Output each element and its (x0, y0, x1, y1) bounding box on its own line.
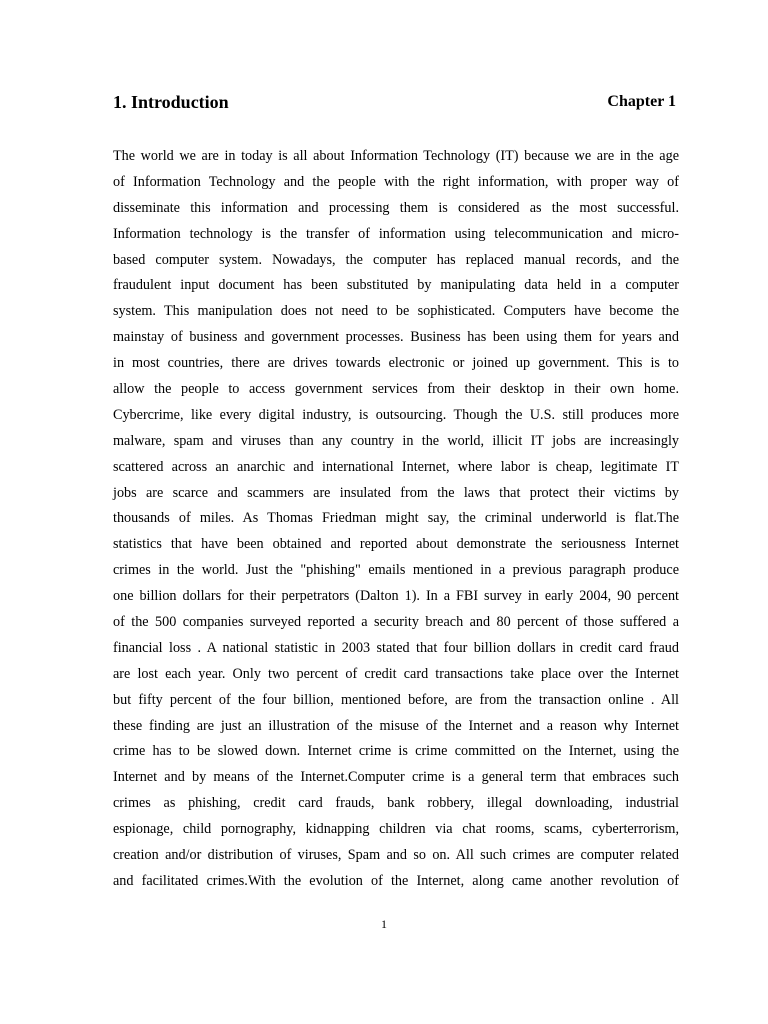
chapter-label: Chapter 1 (607, 93, 676, 110)
text-line: financial loss . A national statistic in 2003 stated that four billion dollars in credit card fraud (113, 639, 679, 656)
text-line: of Information Technology and the people with the right information, with proper way of (113, 173, 679, 190)
text-line: Information technology is the transfer of information using telecommunication and micro- (113, 225, 679, 242)
text-line: The world we are in today is all about Information Technology (IT) because we are in the age (113, 148, 679, 164)
text-line: jobs are scarce and scammers are insulated from the laws that protect their victims by (113, 484, 679, 501)
text-line: disseminate this information and processing them is considered as the most successful. (113, 199, 679, 216)
text-line: allow the people to access government services from their desktop in their own home. (113, 381, 679, 398)
text-line: based computer system. Nowadays, the computer has replaced manual records, and the (113, 251, 679, 268)
page-header (113, 90, 676, 116)
text-line: are lost each year. Only two percent of credit card transactions take place over the Internet (113, 665, 679, 682)
text-line: but fifty percent of the four billion, mentioned before, are from the transaction online . All (113, 691, 679, 708)
text-line: crime has to be slowed down. Internet crime is crime committed on the Internet, using the (113, 743, 679, 760)
text-line: creation and/or distribution of viruses, Spam and so on. All such crimes are computer related (113, 847, 679, 864)
section-title: 1. Introduction (113, 92, 229, 112)
text-line: of the 500 companies surveyed reported a security breach and 80 percent of those suffered a (113, 614, 679, 631)
text-line: crimes in the world. Just the "phishing" emails mentioned in a previous paragraph produce (113, 562, 679, 579)
text-line: Internet and by means of the Internet.Computer crime is a general term that embraces such (113, 769, 679, 786)
text-line: system. This manipulation does not need to be sophisticated. Computers have become the (113, 303, 679, 320)
text-line: in most countries, there are drives towards electronic or joined up government. This is to (113, 355, 679, 372)
text-line: Cybercrime, like every digital industry, is outsourcing. Though the U.S. still produces more (113, 406, 679, 423)
text-line: mainstay of business and government processes. Business has been using them for years and (113, 329, 679, 346)
text-line: and facilitated crimes.With the evolution of the Internet, along came another revolution of (113, 872, 679, 889)
text-line: scattered across an anarchic and international Internet, where labor is cheap, legitimate IT (113, 458, 679, 475)
text-line: one billion dollars for their perpetrators (Dalton 1). In a FBI survey in early 2004, 90 percent (113, 588, 679, 605)
text-line: espionage, child pornography, kidnapping children via chat rooms, scams, cyberterrorism, (113, 821, 679, 838)
text-line: statistics that have been obtained and reported about demonstrate the seriousness Internet (113, 536, 679, 553)
body-paragraph (113, 144, 679, 895)
text-line: malware, spam and viruses than any country in the world, illicit IT jobs are increasingly (113, 432, 679, 449)
text-line: crimes as phishing, credit card frauds, bank robbery, illegal downloading, industrial (113, 795, 679, 812)
text-line: fraudulent input document has been substituted by manipulating data held in a computer (113, 277, 679, 294)
text-line: thousands of miles. As Thomas Friedman might say, the criminal underworld is flat.The (113, 510, 679, 527)
text-line: these finding are just an illustration of the misuse of the Internet and a reason why Internet (113, 717, 679, 734)
page-number: 1 (381, 917, 387, 931)
